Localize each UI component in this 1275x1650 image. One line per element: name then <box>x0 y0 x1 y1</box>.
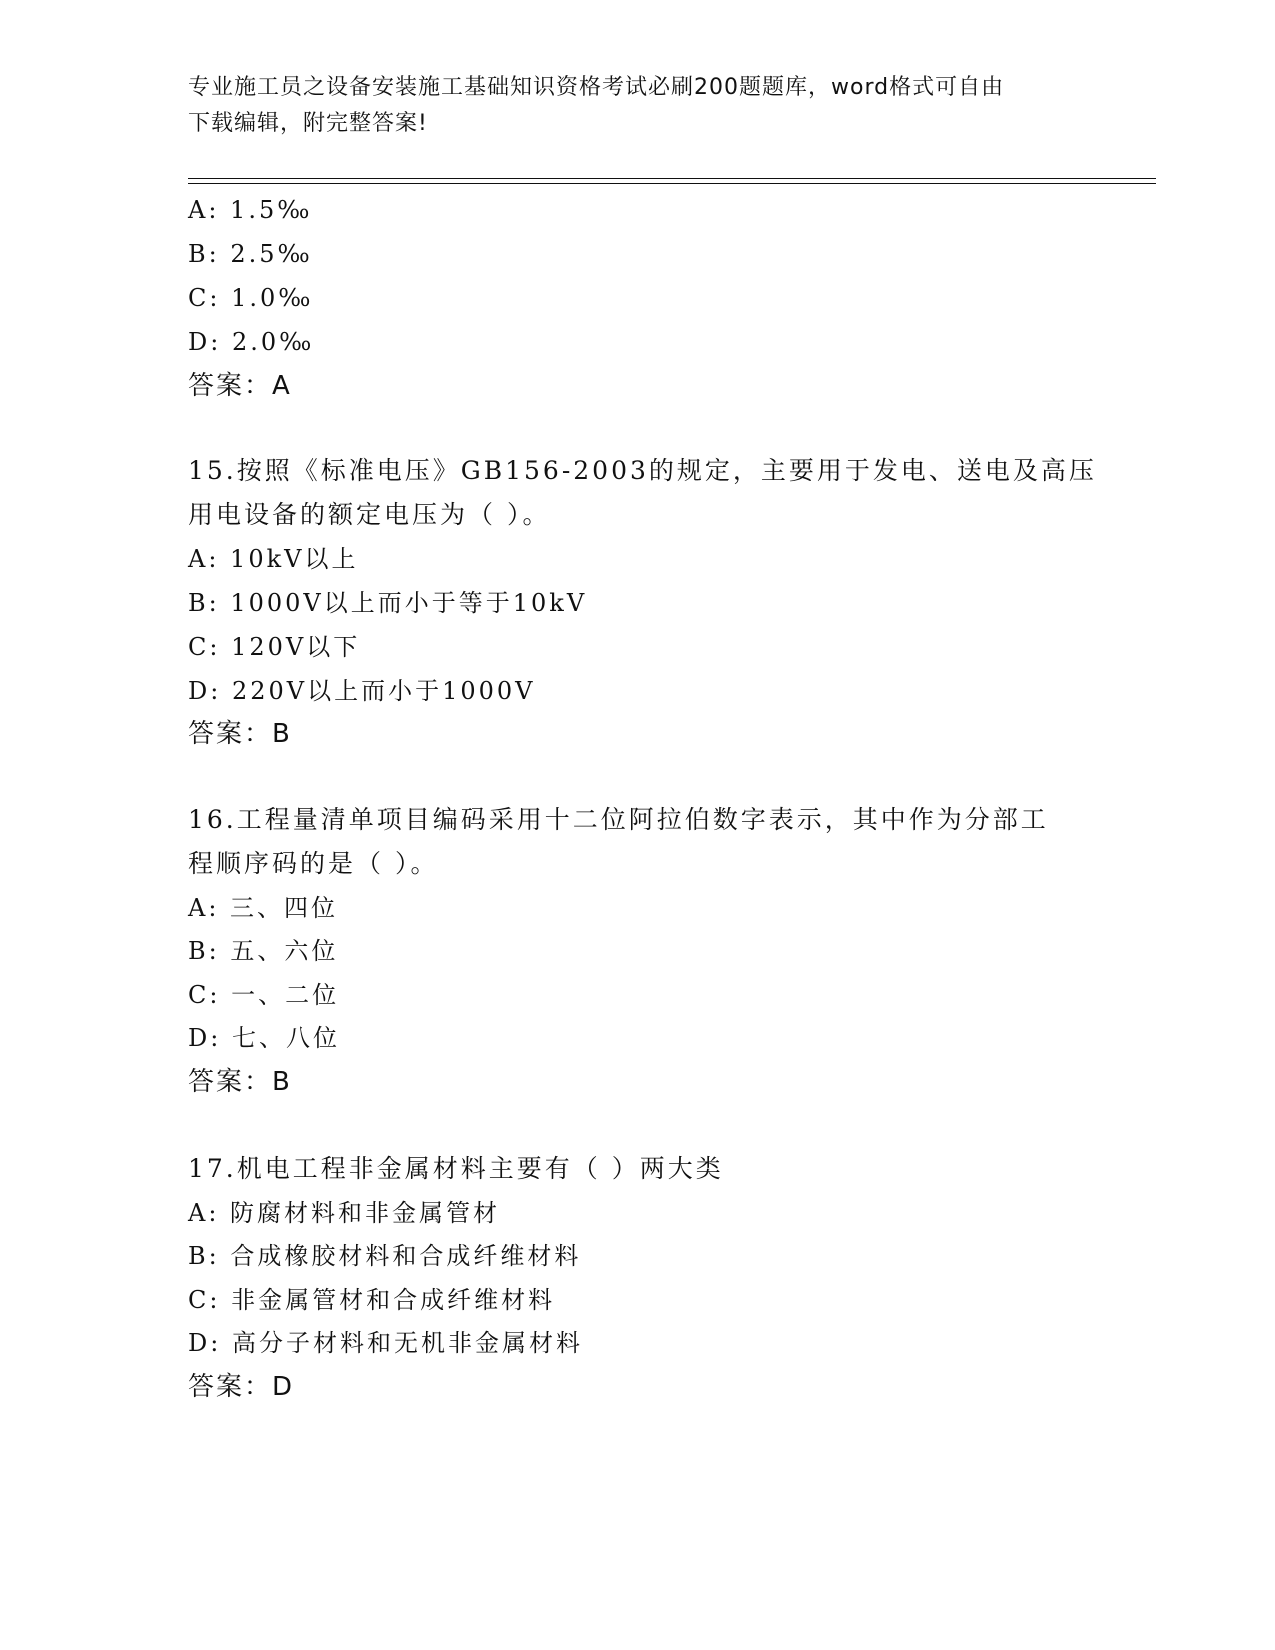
q17-option-a: A: 防腐材料和非金属管材 <box>188 1199 501 1227</box>
q17-question-line-1: 17.机电工程非金属材料主要有（ ）两大类 <box>188 1154 724 1183</box>
q15-question-line-1: 15.按照《标准电压》GB156-2003的规定，主要用于发电、送电及高压 <box>188 456 1097 485</box>
q14-option-a: A: 1.5‰ <box>188 196 313 224</box>
q16-option-b: B: 五、六位 <box>188 937 339 965</box>
q17-option-c: C: 非金属管材和合成纤维材料 <box>188 1286 556 1314</box>
q16-question-line-1: 16.工程量清单项目编码采用十二位阿拉伯数字表示，其中作为分部工 <box>188 805 1049 834</box>
q16-question-line-2: 程顺序码的是（ ）。 <box>188 849 439 878</box>
q17-answer: 答案：D <box>188 1372 295 1402</box>
header-line-2: 下载编辑，附完整答案! <box>188 111 428 136</box>
header-divider-top <box>188 178 1156 179</box>
q17-option-d: D: 高分子材料和无机非金属材料 <box>188 1329 583 1357</box>
q15-question-line-2: 用电设备的额定电压为（ ）。 <box>188 500 551 529</box>
header-divider-bottom <box>188 183 1156 184</box>
q15-option-a: A: 10kV以上 <box>188 545 359 573</box>
q16-option-d: D: 七、八位 <box>188 1024 340 1052</box>
q15-option-d: D: 220V以上而小于1000V <box>188 677 536 705</box>
q14-answer: 答案：A <box>188 371 292 401</box>
q16-answer: 答案：B <box>188 1067 292 1097</box>
header-line-1: 专业施工员之设备安装施工基础知识资格考试必刷200题题库，word格式可自由 <box>188 75 1005 100</box>
q14-option-c: C: 1.0‰ <box>188 284 314 312</box>
q14-option-b: B: 2.5‰ <box>188 240 313 268</box>
q15-option-b: B: 1000V以上而小于等于10kV <box>188 589 588 617</box>
document-header <box>188 70 1088 142</box>
q16-option-a: A: 三、四位 <box>188 894 339 922</box>
q15-answer: 答案：B <box>188 719 292 749</box>
q15-option-c: C: 120V以下 <box>188 633 361 661</box>
q14-option-d: D: 2.0‰ <box>188 328 315 356</box>
q16-option-c: C: 一、二位 <box>188 981 340 1009</box>
q17-option-b: B: 合成橡胶材料和合成纤维材料 <box>188 1242 582 1270</box>
